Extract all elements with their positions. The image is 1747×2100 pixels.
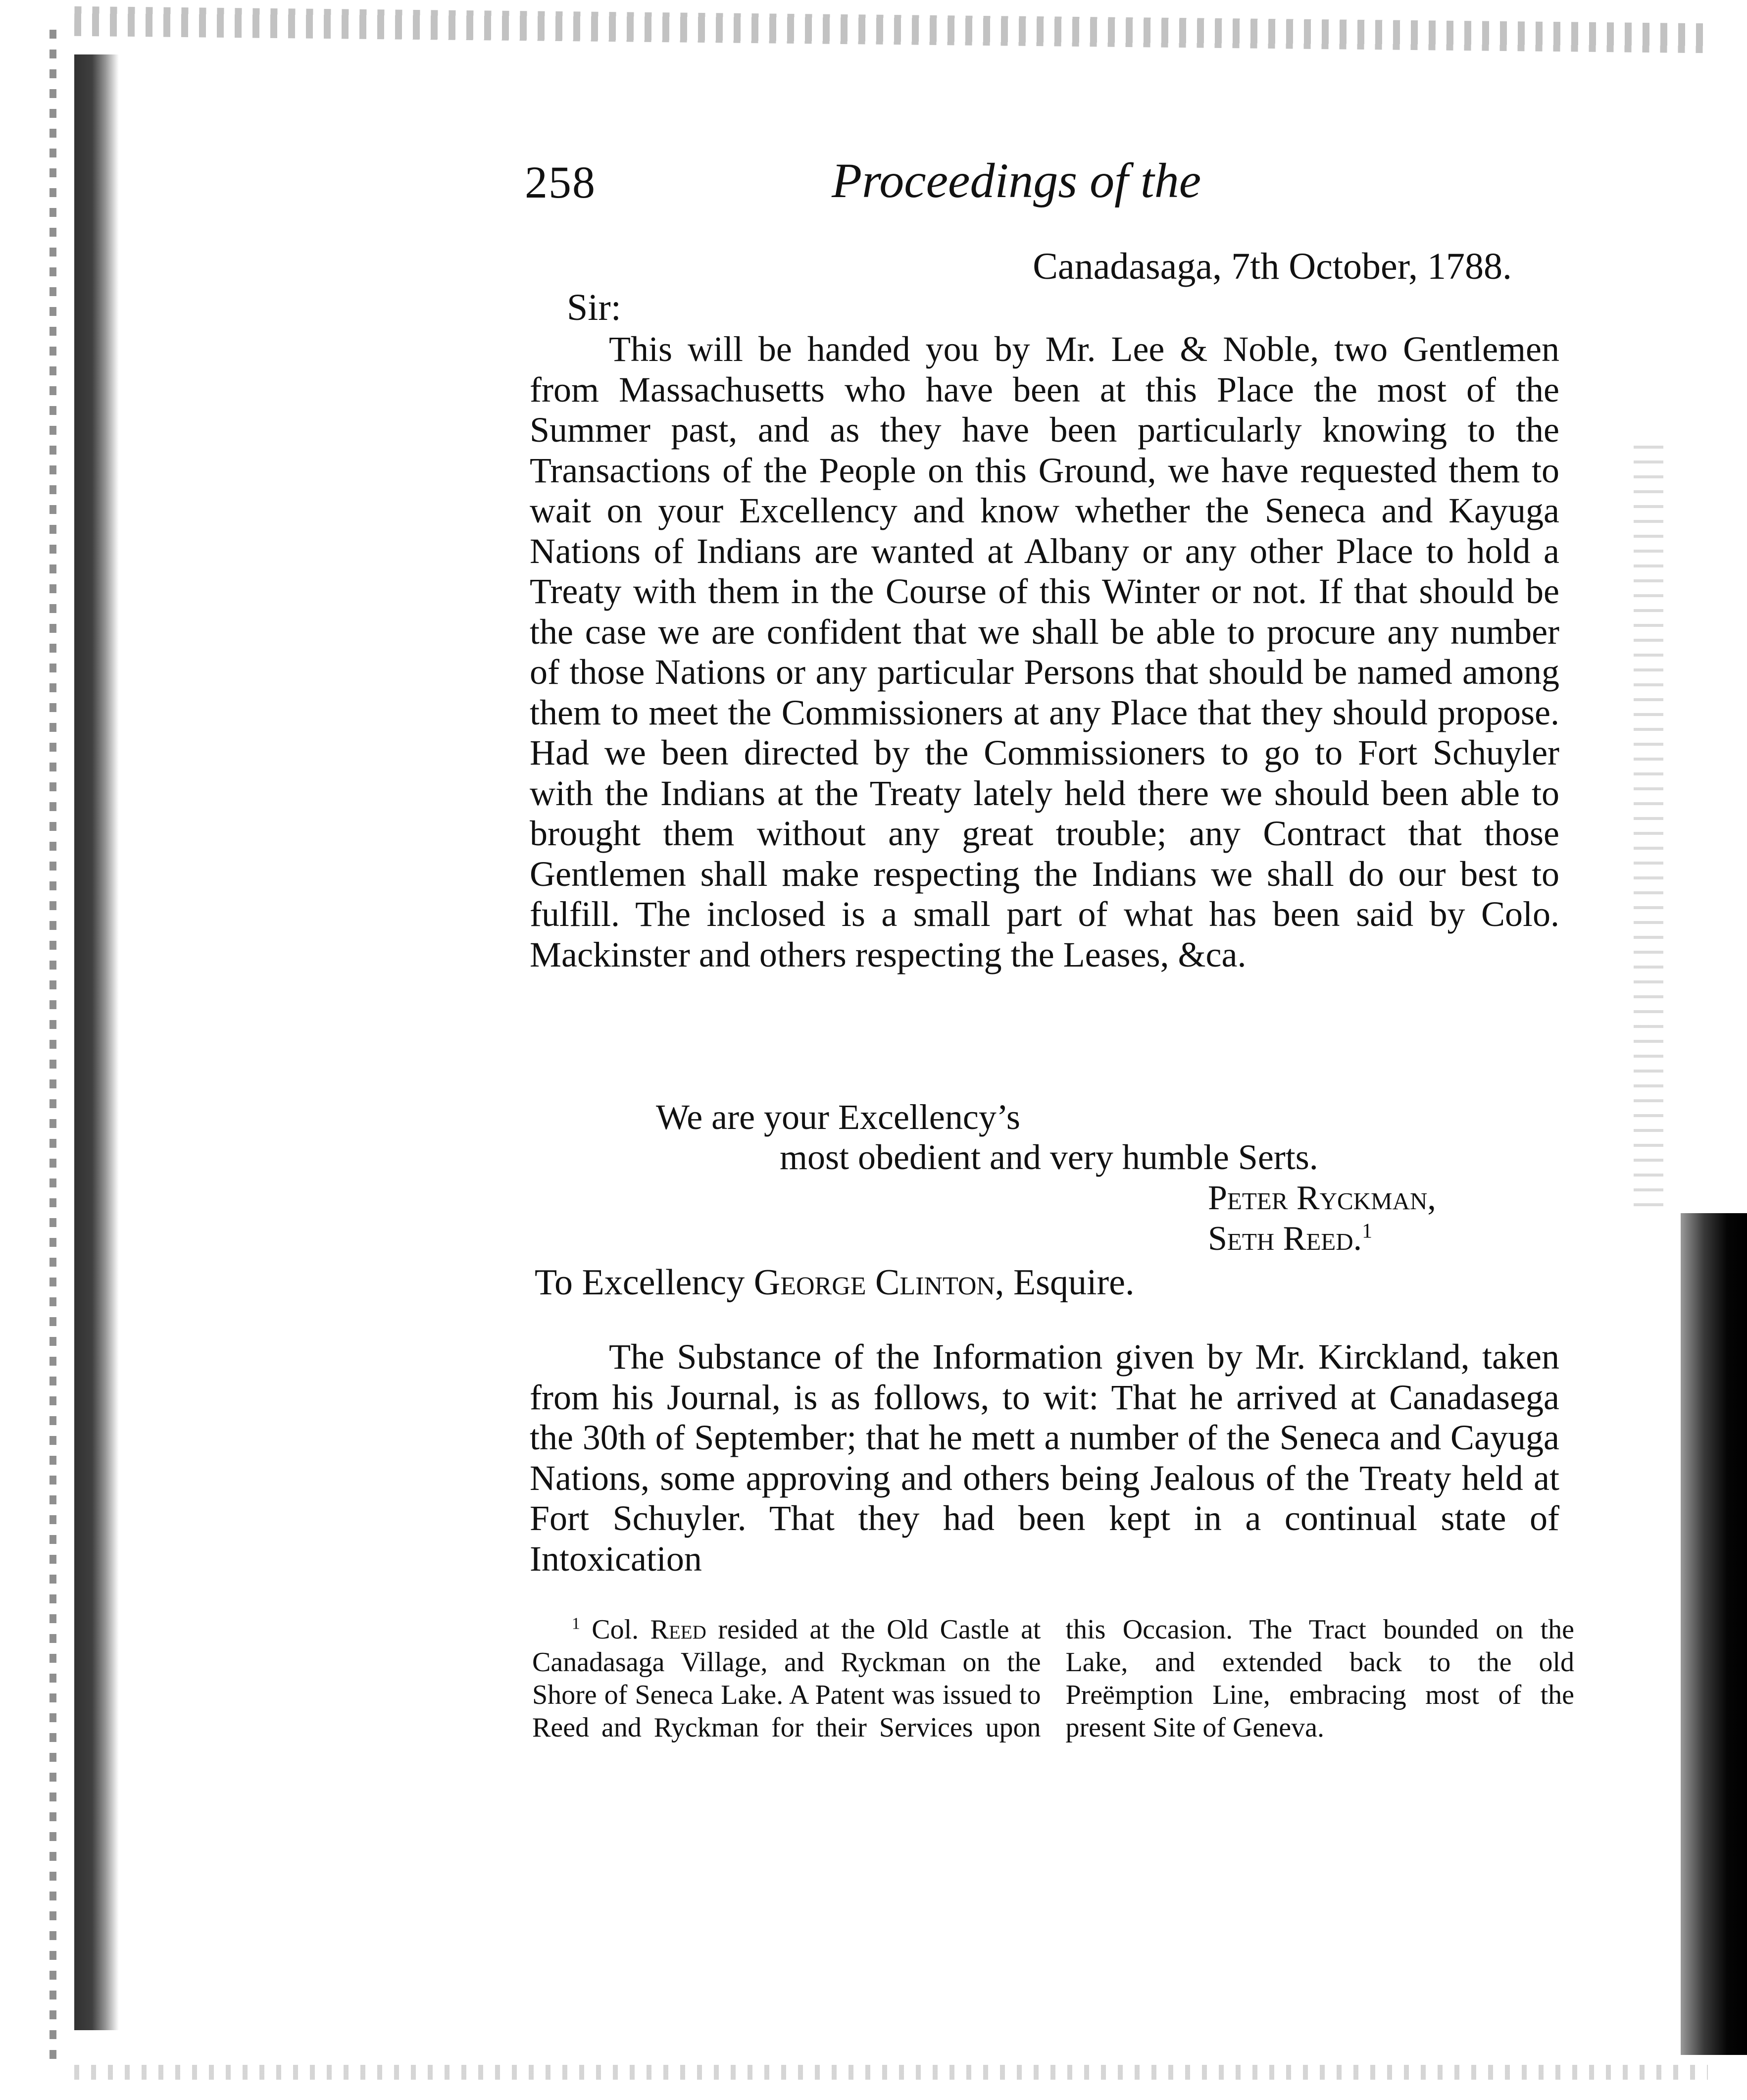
binding-shadow-left: [74, 54, 119, 2030]
page-shadow-right: [1681, 1213, 1747, 2055]
addressee-prefix: To Excellency: [535, 1262, 754, 1303]
signatory-2: [1208, 1219, 1372, 1259]
letter-addressee: [535, 1262, 1134, 1304]
information-body: The Substance of the Information given by Mr. Kirckland, taken from his Journal, is as follows, to wit: That he arrived at Canadasega the 30th of September; that he mett a number of the Seneca and Cayuga Nations, some approving and others being Jealous of the Treaty held at Fort Schuyler. That they had been kept in a continual state of Intoxication: [530, 1337, 1559, 1579]
footnote-1: [532, 1613, 1574, 1744]
footnote-name: Reed: [650, 1614, 706, 1645]
letter-salutation: Sir:: [567, 287, 621, 328]
footnote-reference: 1: [1362, 1220, 1373, 1243]
footnote-text: resided at the Old Castle at Canadasaga Village, and Ryckman on the Shore of Seneca Lake. A Patent was issued to Reed and Ryckman for their Services upon this Occasion. The Tract bounded on the Lake, and extended back to the old Preëmption Line, embracing most of the present Site of Geneva.: [532, 1614, 1574, 1743]
footnotes: [532, 1613, 1574, 1744]
footnote-marker: 1: [572, 1614, 580, 1633]
page-edge-bottom: [74, 2065, 1708, 2080]
letter-body: This will be handed you by Mr. Lee & Noble, two Gentlemen from Massachusetts who have been at this Place the most of the Summer past, and as they have been particularly knowing to the Transactions of the People on this Ground, we have requested them to wait on your Excellency and know whether the Seneca and Kayuga Nations of Indians are wanted at Albany or any other Place to hold a Treaty with them in the Course of this Winter or not. If that should be the case we are confident that we shall be able to procure any number of those Nations or any particular Persons that should be named among them to meet the Commissioners at any Place that they should propose. Had we been directed by the Commissioners to go to Fort Schuyler with the Indians at the Treaty lately held there we should been able to brought them without any great trouble; any Contract that those Gentlemen shall make respecting the Indians we shall do our best to fulfill. The inclosed is a small part of what has been said by Colo. Mackinster and others respecting the Leases, &ca.: [530, 329, 1559, 974]
addressee-name: George Clinton: [753, 1262, 995, 1303]
page-header: [525, 153, 1317, 220]
footnote-prefix: Col.: [580, 1614, 650, 1645]
letter-closing-line-1: We are your Excellency’s: [656, 1097, 1020, 1137]
addressee-suffix: , Esquire.: [995, 1262, 1135, 1303]
signatory-2-name: Seth Reed.: [1208, 1220, 1362, 1258]
signatory-1: Peter Ryckman,: [1208, 1179, 1436, 1217]
page-edge-right: [1634, 446, 1663, 1213]
running-head: Proceedings of the: [832, 153, 1201, 208]
letter-closing-line-2: most obedient and very humble Serts.: [780, 1137, 1318, 1177]
binding-edge-left: [50, 30, 56, 2060]
letter-dateline: Canadasaga, 7th October, 1788.: [1033, 246, 1512, 287]
page-number: 258: [525, 157, 596, 207]
page-edge-top: [74, 6, 1708, 53]
